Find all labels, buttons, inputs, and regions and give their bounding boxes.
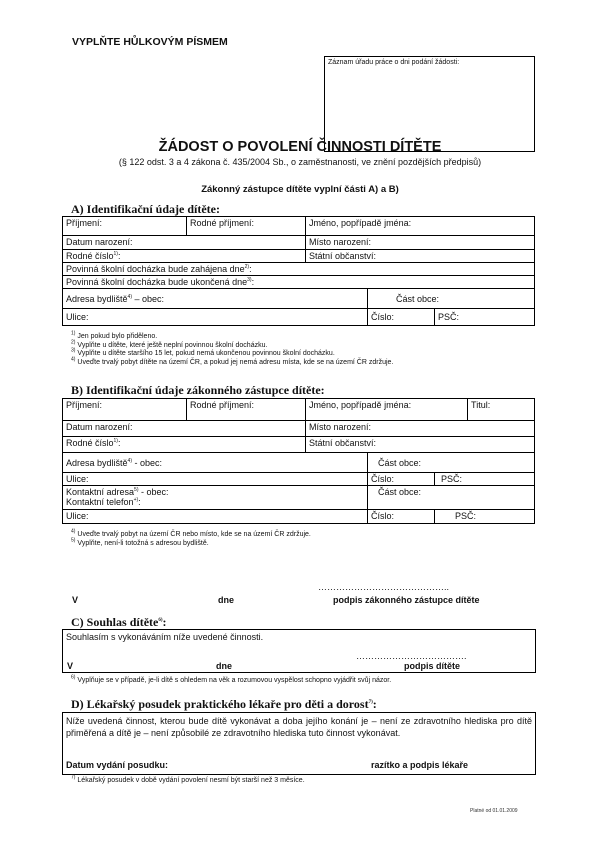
b-title-field[interactable]: Titul:: [468, 399, 535, 421]
a-given-names-field[interactable]: Jméno, popřípadě jména:: [306, 217, 535, 236]
section-b-heading: B) Identifikační údaje zákonného zástupce dítěte:: [71, 383, 325, 397]
b-street-field[interactable]: Ulice:: [63, 473, 368, 486]
b-given-names-field[interactable]: Jméno, popřípadě jména:: [306, 399, 468, 421]
doctor-stamp-label[interactable]: razítko a podpis lékaře: [371, 760, 469, 770]
b-surname-field[interactable]: Příjmení:: [63, 399, 187, 421]
c-place-label[interactable]: V: [67, 661, 74, 671]
b-number-field[interactable]: Číslo:: [368, 473, 435, 486]
b-address-field[interactable]: Adresa bydliště$^{4)}$ - obec:: [63, 453, 368, 473]
b-date-label[interactable]: dne: [218, 595, 235, 605]
section-a-heading: A) Identifikační údaje dítěte:: [71, 202, 220, 216]
a-school-end-field[interactable]: Povinná školní docházka bude ukončená dne$^{3)}$:: [63, 276, 535, 289]
note-1: $^{1)}$ Jen pokud bylo přiděleno.: [71, 330, 158, 340]
c-date-label[interactable]: dne: [216, 661, 233, 671]
note-4: $^{4)}$ Uveďte trvalý pobyt dítěte na území ČR, a pokud jej nemá adresu místa, kde se na území ČR zdržuje.: [71, 356, 394, 366]
section-c-heading: C) Souhlas dítěte$^{6)}$:: [71, 615, 167, 629]
valid-from-footer: Platné od 01.01.2009: [470, 808, 518, 814]
a-zip-field[interactable]: PSČ:: [435, 309, 535, 326]
b-street2-field[interactable]: Ulice:: [63, 510, 368, 524]
b-birth-number-field[interactable]: Rodné číslo$^{1)}$:: [63, 437, 306, 453]
b-signature-dots: ……………………………………..: [318, 582, 450, 592]
medical-statement: Níže uvedená činnost, kterou bude dítě vykonávat a doba jejího konání je – není ze zdravotního hlediska pro dítě přiměřená a dítě je – není způsobilé ze zdravotního hlediska tuto činnost vykonávat.: [66, 716, 532, 738]
c-signature-label[interactable]: podpis dítěte: [404, 661, 460, 671]
b-zip2-field[interactable]: PSČ:: [435, 510, 535, 524]
section-c-note: $^{6)}$ Vyplňuje se v případě, je-li dítě s ohledem na věk a rozumovou vyspělost schopno vyjádřit svůj názor.: [71, 674, 392, 684]
office-record-label: Záznam úřadu práce o dni podání žádosti:: [328, 59, 460, 66]
a-district-field[interactable]: Část obce:: [368, 289, 535, 309]
section-a-notes: [71, 330, 394, 367]
section-b-notes: [71, 528, 311, 548]
b-zip-field[interactable]: PSČ:: [435, 473, 535, 486]
b-number2-field[interactable]: Číslo:: [368, 510, 435, 524]
a-birth-place-field[interactable]: Místo narození:: [306, 236, 535, 250]
note-2: $^{2)}$ Vyplňte u dítěte, které ještě neplní povinnou školní docházku.: [71, 339, 268, 349]
a-citizenship-field[interactable]: Státní občanství:: [306, 250, 535, 263]
section-d-note: $^{7)}$ Lékařský posudek v době vydání povolení nesmí být starší než 3 měsíce.: [71, 774, 305, 784]
a-number-field[interactable]: Číslo:: [368, 309, 435, 326]
a-street-field[interactable]: Ulice:: [63, 309, 368, 326]
b-place-label[interactable]: V: [72, 595, 79, 605]
b-birth-place-field[interactable]: Místo narození:: [306, 421, 535, 437]
section-a-table: [62, 216, 535, 326]
b-contact-phone-label: Kontaktní telefon+):: [66, 497, 141, 507]
b-contact-district-field[interactable]: Část obce:: [368, 486, 535, 510]
b-birth-surname-field[interactable]: Rodné příjmení:: [187, 399, 306, 421]
b-district-field[interactable]: Část obce:: [368, 453, 535, 473]
b-citizenship-field[interactable]: Státní občanství:: [306, 437, 535, 453]
c-signature-dots: ……………………………….: [356, 651, 467, 661]
a-address-field[interactable]: Adresa bydliště$^{4)}$ – obec:: [63, 289, 368, 309]
consent-box[interactable]: [62, 629, 536, 673]
issue-date-label[interactable]: Datum vydání posudku:: [66, 760, 169, 770]
instruction-text: Zákonný zástupce dítěte vyplní části A) a B): [201, 184, 399, 195]
a-school-start-field[interactable]: Povinná školní docházka bude zahájena dne$^{2)}$:: [63, 263, 535, 276]
section-b-table: [62, 398, 535, 524]
note-b-5: $^{5)}$ Vyplňte, není-li totožná s adresou bydliště.: [71, 537, 209, 547]
a-surname-field[interactable]: Příjmení:: [63, 217, 187, 236]
a-birth-date-field[interactable]: Datum narození:: [63, 236, 306, 250]
b-contact-address-field[interactable]: Kontaktní adresa$^{5)}$ - obec: Kontaktní telefon+):: [63, 486, 368, 510]
note-3: $^{3)}$ Vyplňte u dítěte staršího 15 let, pokud nemá ukončenou povinnou školní docházku.: [71, 347, 335, 357]
page-subtitle: (§ 122 odst. 3 a 4 zákona č. 435/2004 Sb., o zaměstnanosti, ve znění pozdějších předpisů): [118, 157, 482, 167]
office-record-box[interactable]: [324, 56, 535, 152]
section-d-heading: D) Lékařský posudek praktického lékaře pro děti a dorost$^{7)}$:: [71, 697, 377, 711]
page-title: ŽÁDOST O POVOLENÍ ČINNOSTI DÍTĚTE: [158, 139, 442, 155]
note-b-4: $^{4)}$ Uveďte trvalý pobyt na území ČR nebo místo, kde se na území ČR zdržuje.: [71, 528, 311, 538]
block-letters-instruction: VYPLŇTE HŮLKOVÝM PÍSMEM: [72, 36, 228, 48]
consent-text: Souhlasím s vykonáváním níže uvedené činnosti.: [66, 632, 264, 642]
a-birth-surname-field[interactable]: Rodné příjmení:: [187, 217, 306, 236]
b-signature-label[interactable]: podpis zákonného zástupce dítěte: [333, 595, 480, 605]
a-birth-number-field[interactable]: Rodné číslo$^{1)}$:: [63, 250, 306, 263]
medical-assessment-box[interactable]: [62, 712, 536, 775]
b-birth-date-field[interactable]: Datum narození:: [63, 421, 306, 437]
